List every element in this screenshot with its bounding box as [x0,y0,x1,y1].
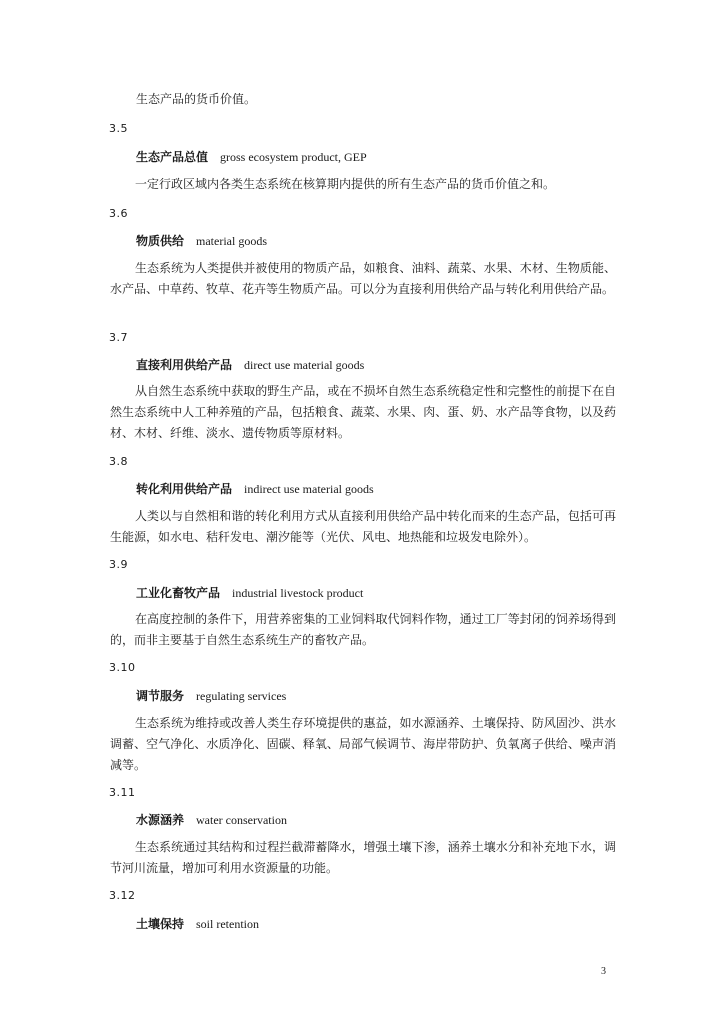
term-en: industrial livestock product [232,586,364,600]
clause-term [136,357,364,373]
clause-term [136,481,374,497]
clause-number: 3.5 [109,122,128,135]
clause-term [136,149,367,165]
clause-definition: 人类以与自然相和谐的转化利用方式从直接利用供给产品中转化而来的生态产品，包括可再生能源，如水电、秸秆发电、潮汐能等（光伏、风电、地热能和垃圾发电除外）。 [110,509,616,544]
clause-number: 3.10 [109,661,136,674]
page-number: 3 [601,966,606,977]
clause-term [136,233,267,249]
term-zh: 水源涵养 [136,813,185,827]
term-en: gross ecosystem product, GEP [220,150,367,164]
intro-text: 生态产品的货币价值。 [136,92,257,106]
clause-number: 3.12 [109,889,136,902]
term-zh: 土壤保持 [136,917,185,931]
term-zh: 物质供给 [136,234,185,248]
clause-number: 3.11 [109,786,136,799]
term-en: material goods [196,234,267,248]
term-zh: 工业化畜牧产品 [136,586,221,600]
term-zh: 调节服务 [136,689,185,703]
clause-number: 3.7 [109,331,128,344]
term-zh: 直接利用供给产品 [136,358,233,372]
clause-number: 3.9 [109,558,128,571]
term-zh: 转化利用供给产品 [136,482,233,496]
clause-definition: 在高度控制的条件下，用营养密集的工业饲料取代饲料作物，通过工厂等封闭的饲养场得到的，而非主要基于自然生态系统生产的畜牧产品。 [110,612,616,647]
clause-term [136,812,287,828]
term-en: indirect use material goods [244,482,374,496]
clause-definition: 生态系统为人类提供并被使用的物质产品，如粮食、油料、蔬菜、水果、木材、生物质能、水产品、中草药、牧草、花卉等生物质产品。可以分为直接利用供给产品与转化利用供给产品。 [110,261,616,296]
term-zh: 生态产品总值 [136,150,209,164]
term-en: direct use material goods [244,358,365,372]
clause-number: 3.8 [109,455,128,468]
term-en: water conservation [196,813,287,827]
clause-term [136,585,363,601]
clause-definition: 生态系统为维持或改善人类生存环境提供的惠益，如水源涵养、土壤保持、防风固沙、洪水调蓄、空气净化、水质净化、固碳、释氧、局部气候调节、海岸带防护、负氧离子供给、噪声消减等。 [110,716,616,772]
clause-definition: 从自然生态系统中获取的野生产品，或在不损坏自然生态系统稳定性和完整性的前提下在自然生态系统中人工种养殖的产品，包括粮食、蔬菜、水果、肉、蛋、奶、水产品等食物，以及药材、木材、纤维、淡水、遗传物质等原材料。 [110,384,616,440]
term-en: soil retention [196,917,260,931]
clause-definition: 一定行政区域内各类生态系统在核算期内提供的所有生态产品的货币价值之和。 [135,177,556,191]
clause-term [136,688,286,704]
clause-term [136,916,259,932]
clause-definition: 生态系统通过其结构和过程拦截滞蓄降水，增强土壤下渗，涵养土壤水分和补充地下水，调节河川流量，增加可利用水资源量的功能。 [110,840,616,875]
term-en: regulating services [196,689,287,703]
clause-number: 3.6 [109,207,128,220]
